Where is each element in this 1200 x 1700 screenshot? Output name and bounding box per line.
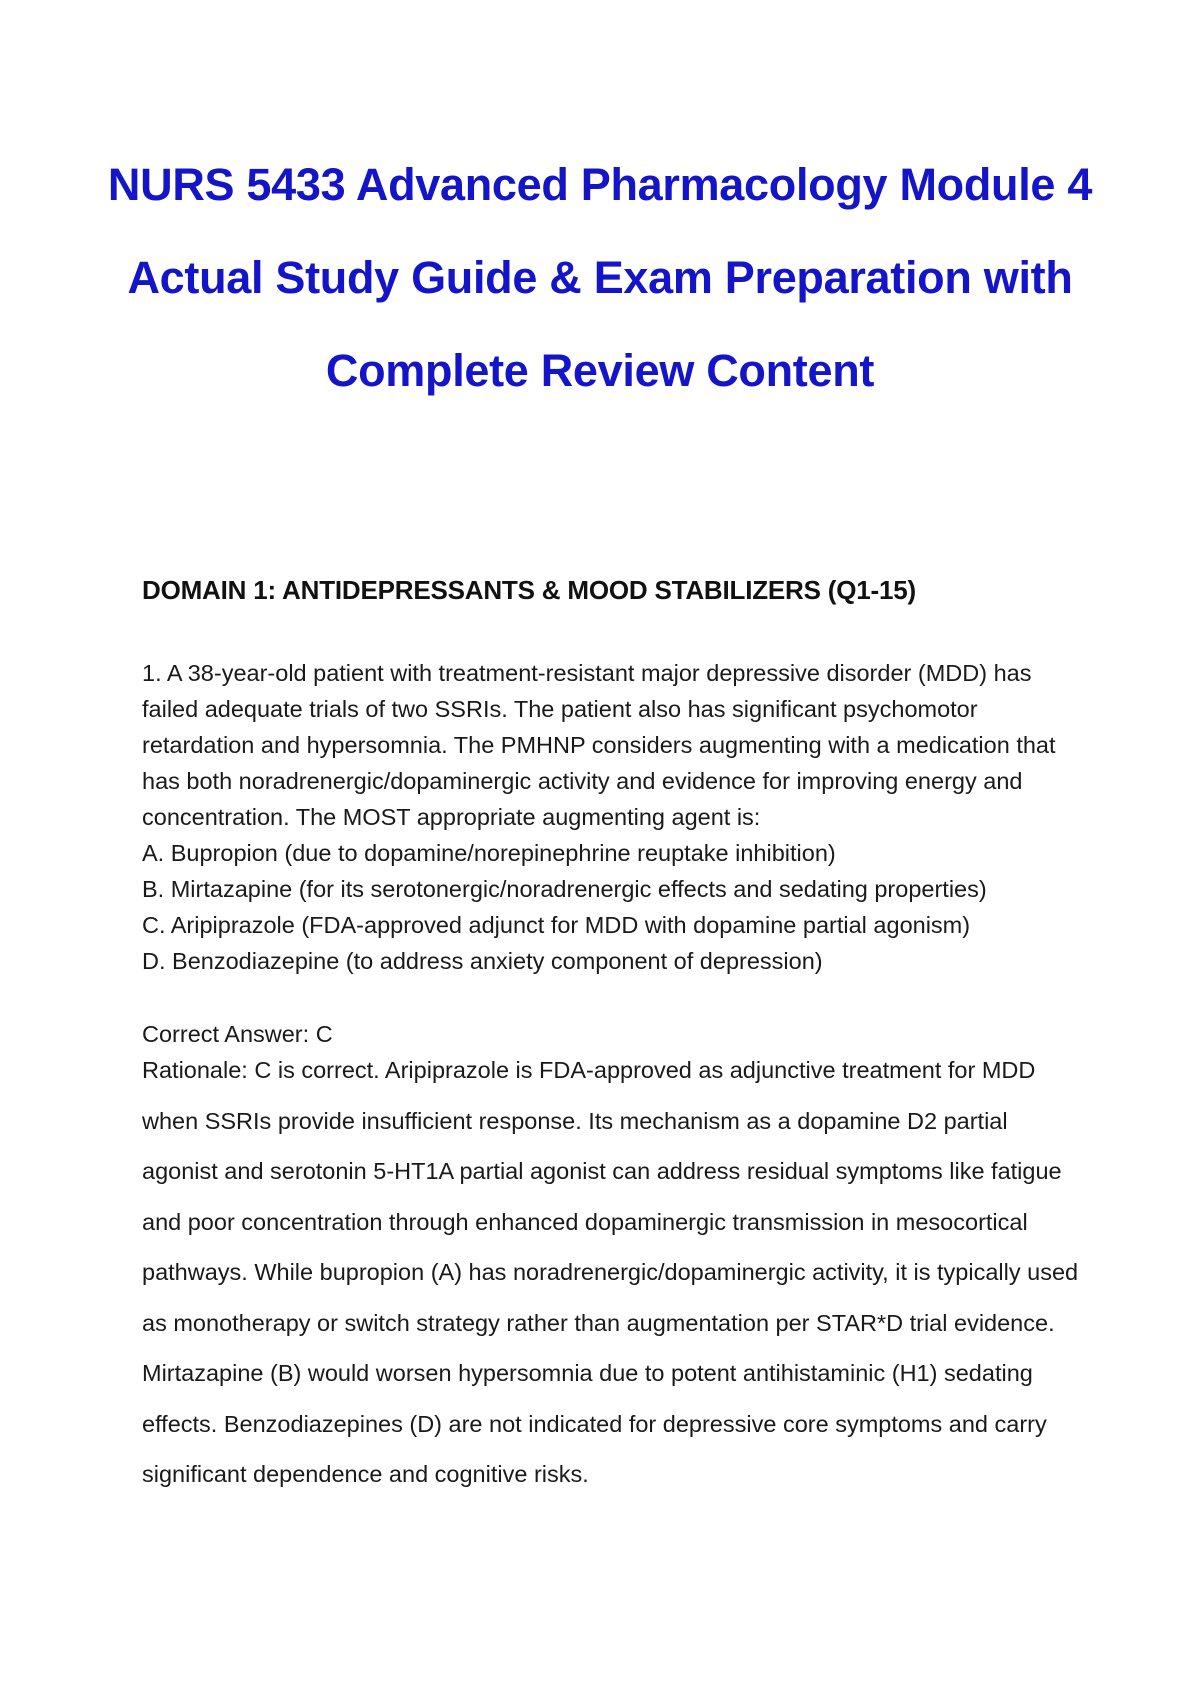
document-title-line-2: Actual Study Guide & Exam Preparation with	[127, 252, 1073, 303]
answer-option-b: B. Mirtazapine (for its serotonergic/noradrenergic effects and sedating properties)	[142, 876, 987, 902]
answer-option-a: A. Bupropion (due to dopamine/norepinephrine reuptake inhibition)	[142, 840, 836, 866]
answer-option-c: C. Aripiprazole (FDA-approved adjunct for MDD with dopamine partial agonism)	[142, 912, 971, 938]
answer-section	[142, 1016, 1087, 1500]
answer-options	[142, 835, 1087, 979]
document-title-line-1: NURS 5433 Advanced Pharmacology Module 4	[107, 159, 1093, 210]
answer-option-d: D. Benzodiazepine (to address anxiety component of depression)	[142, 948, 823, 974]
correct-answer: Correct Answer: C	[142, 1021, 333, 1047]
document-title	[90, 138, 1110, 417]
document-title-line-3: Complete Review Content	[325, 345, 875, 396]
question-1	[142, 655, 1087, 979]
question-stem: 1. A 38-year-old patient with treatment-resistant major depressive disorder (MDD) has failed adequate trials of two SSRIs. The patient also has significant psychomotor retardation and hypersomnia. The PMHNP considers augmenting with a medication that has both noradrenergic/dopaminergic activity and evidence for improving energy and concentration. The MOST appropriate augmenting agent is:	[142, 660, 1056, 830]
rationale: Rationale: C is correct. Aripiprazole is FDA-approved as adjunctive treatment for MDD when SSRIs provide insufficient response. Its mechanism as a dopamine D2 partial agonist and serotonin 5-HT1A partial agonist can address residual symptoms like fatigue and poor concentration through enhanced dopaminergic transmission in mesocortical pathways. While bupropion (A) has noradrenergic/dopaminergic activity, it is typically used as monotherapy or switch strategy rather than augmentation per STAR*D trial evidence. Mirtazapine (B) would worsen hypersomnia due to potent antihistaminic (H1) sedating effects. Benzodiazepines (D) are not indicated for depressive core symptoms and carry significant dependence and cognitive risks.	[142, 1057, 1079, 1487]
domain-heading: DOMAIN 1: ANTIDEPRESSANTS & MOOD STABILIZERS (Q1-15)	[142, 575, 916, 605]
